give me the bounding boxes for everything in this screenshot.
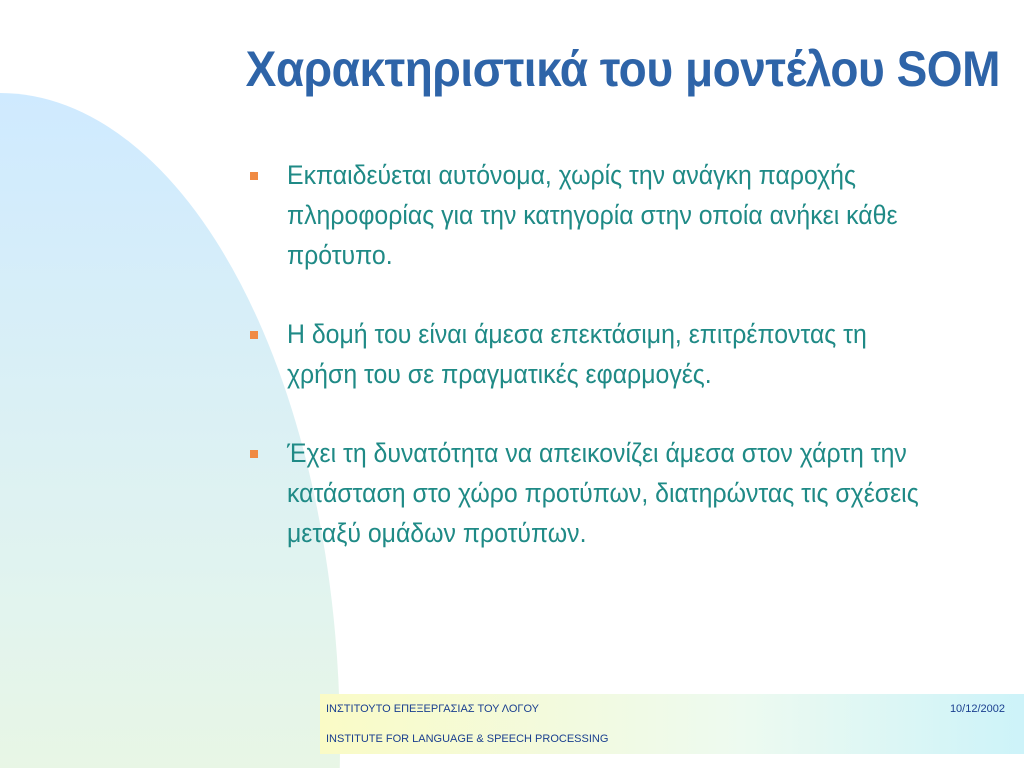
bullet-list xyxy=(250,155,980,553)
slide-title: Χαρακτηριστικά του μοντέλου SOM xyxy=(245,41,1000,97)
footer-date: 10/12/2002 xyxy=(949,703,1005,715)
bullet-square-icon xyxy=(250,331,258,339)
bullet-square-icon xyxy=(250,172,258,180)
bullet-item xyxy=(250,433,980,553)
bullet-item xyxy=(250,155,980,275)
bullet-text: Έχει τη δυνατότητα να απεικονίζει άμεσα στον χάρτη την κατάσταση στο χώρο προτύπων, διατηρώντας τις σχέσεις μεταξύ ομάδων προτύπων. xyxy=(287,438,919,548)
bullet-text: Εκπαιδεύεται αυτόνομα, χωρίς την ανάγκη παροχής πληροφορίας για την κατηγορία στην οποία ανήκει κάθε πρότυπο. xyxy=(287,160,898,270)
footer-band xyxy=(320,694,1024,754)
bullet-item xyxy=(250,314,980,394)
bullet-text: Η δομή του είναι άμεσα επεκτάσιμη, επιτρέποντας τη χρήση του σε πραγματικές εφαρμογές. xyxy=(287,319,867,389)
footer-institute-english: INSTITUTE FOR LANGUAGE & SPEECH PROCESSING xyxy=(326,733,609,745)
footer-institute-greek: ΙΝΣΤΙΤΟΥΤΟ ΕΠΕΞΕΡΓΑΣΙΑΣ ΤΟΥ ΛΟΓΟΥ xyxy=(326,703,540,715)
bullet-square-icon xyxy=(250,450,258,458)
